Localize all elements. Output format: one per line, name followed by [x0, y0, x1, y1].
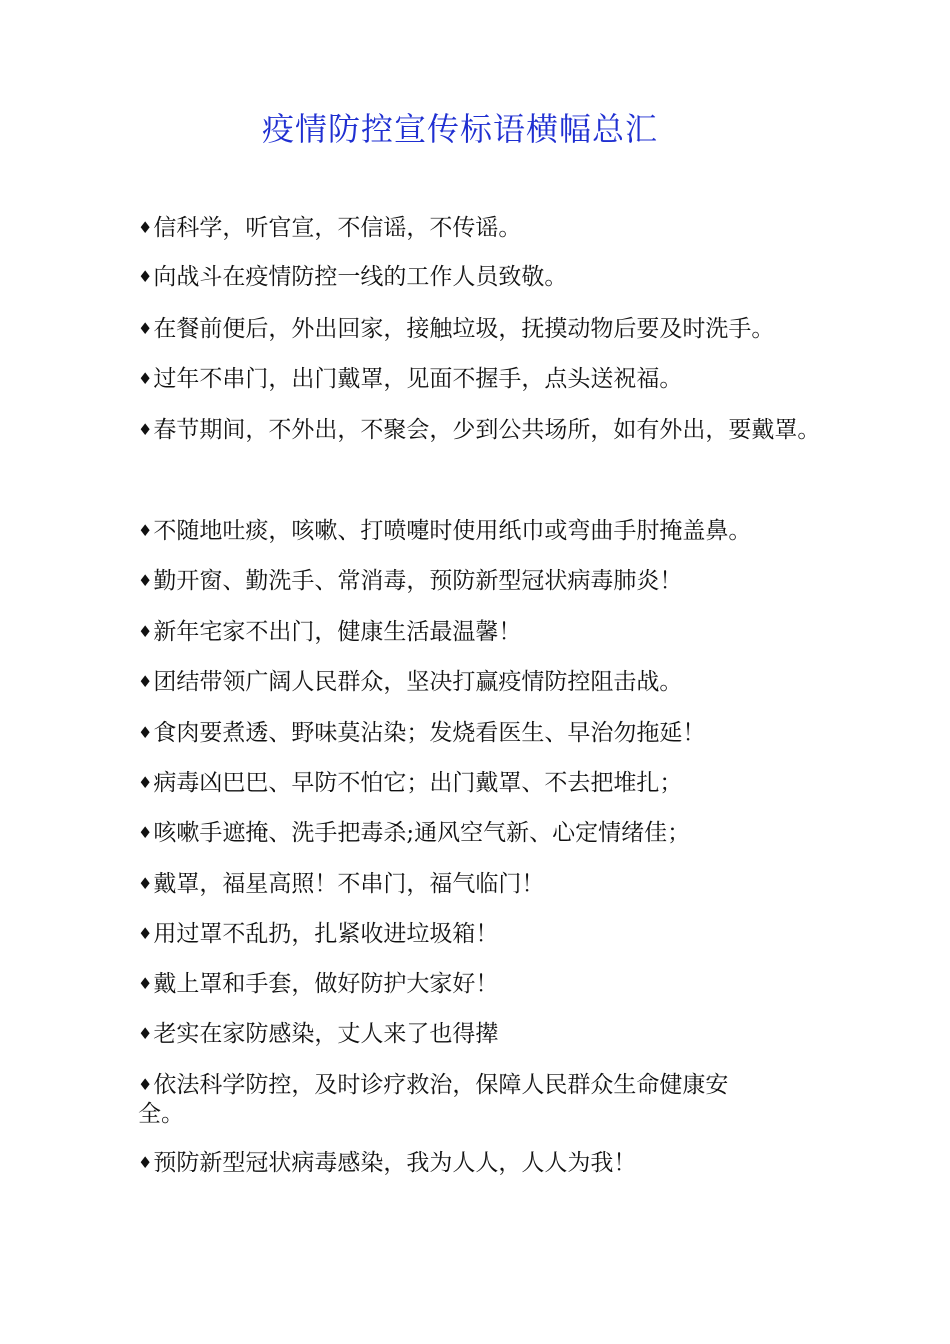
diamond-bullet-icon: ♦	[138, 773, 153, 792]
diamond-bullet-icon: ♦	[138, 924, 153, 943]
slogan-text: 戴罩，福星高照！不串门，福气临门！	[153, 871, 545, 897]
slogan-item	[138, 354, 838, 404]
slogan-text: 过年不串门，出门戴罩，见面不握手，点头送祝福。	[153, 366, 683, 392]
slogan-text: 不随地吐痰，咳嗽、打喷嚏时使用纸巾或弯曲手肘掩盖鼻。	[153, 518, 752, 544]
slogan-item	[138, 1070, 748, 1129]
diamond-bullet-icon: ♦	[138, 823, 153, 842]
slogan-item	[138, 1009, 838, 1059]
diamond-bullet-icon: ♦	[138, 267, 153, 286]
slogan-item	[138, 909, 838, 959]
diamond-bullet-icon: ♦	[138, 1075, 153, 1094]
slogan-item	[138, 607, 838, 657]
slogan-text: 新年宅家不出门，健康生活最温馨！	[153, 619, 522, 645]
page-title: 疫情防控宣传标语横幅总汇	[261, 110, 658, 148]
slogan-item	[138, 405, 838, 455]
diamond-bullet-icon: ♦	[138, 218, 153, 237]
diamond-bullet-icon: ♦	[138, 571, 153, 590]
diamond-bullet-icon: ♦	[138, 420, 153, 439]
slogan-text: 团结带领广阔人民群众，坚决打赢疫情防控阻击战。	[153, 669, 683, 695]
slogan-item	[138, 959, 838, 1009]
diamond-bullet-icon: ♦	[138, 521, 153, 540]
diamond-bullet-icon: ♦	[138, 723, 153, 742]
diamond-bullet-icon: ♦	[138, 974, 153, 993]
slogan-text: 在餐前便后，外出回家，接触垃圾，抚摸动物后要及时洗手。	[153, 316, 775, 342]
slogan-text: 用过罩不乱扔，扎紧收进垃圾箱！	[153, 921, 499, 947]
slogan-text: 依法科学防控，及时诊疗救治，保障人民群众生命健康安全。	[138, 1072, 729, 1127]
slogan-item	[138, 252, 838, 302]
slogan-text: 病毒凶巴巴、早防不怕它；出门戴罩、不去把堆扎；	[153, 770, 683, 796]
slogan-item	[138, 708, 838, 758]
slogan-text: 春节期间，不外出，不聚会，少到公共场所，如有外出，要戴罩。	[153, 417, 821, 443]
slogan-text: 咳嗽手遮掩、洗手把毒杀;通风空气新、心定情绪佳；	[153, 820, 691, 846]
slogan-text: 老实在家防感染，丈人来了也得撵	[153, 1021, 499, 1047]
slogan-text: 勤开窗、勤洗手、常消毒，预防新型冠状病毒肺炎！	[153, 568, 683, 594]
slogan-item	[138, 304, 838, 354]
slogan-text: 信科学，听官宣，不信谣，不传谣。	[153, 215, 522, 241]
slogan-item	[138, 808, 838, 858]
diamond-bullet-icon: ♦	[138, 319, 153, 338]
slogan-item	[138, 556, 838, 606]
slogan-item	[138, 657, 838, 707]
slogan-item	[138, 203, 838, 253]
slogan-text: 食肉要煮透、野味莫沾染；发烧看医生、早治勿拖延！	[153, 720, 706, 746]
slogan-item	[138, 506, 838, 556]
diamond-bullet-icon: ♦	[138, 1153, 153, 1172]
diamond-bullet-icon: ♦	[138, 1024, 153, 1043]
diamond-bullet-icon: ♦	[138, 622, 153, 641]
slogan-text: 戴上罩和手套，做好防护大家好！	[153, 971, 499, 997]
diamond-bullet-icon: ♦	[138, 369, 153, 388]
diamond-bullet-icon: ♦	[138, 874, 153, 893]
slogan-item	[138, 859, 838, 909]
slogan-text: 向战斗在疫情防控一线的工作人员致敬。	[153, 264, 568, 290]
slogan-item	[138, 1138, 838, 1188]
diamond-bullet-icon: ♦	[138, 672, 153, 691]
slogan-item	[138, 758, 838, 808]
slogan-text: 预防新型冠状病毒感染，我为人人，人人为我！	[153, 1150, 637, 1176]
